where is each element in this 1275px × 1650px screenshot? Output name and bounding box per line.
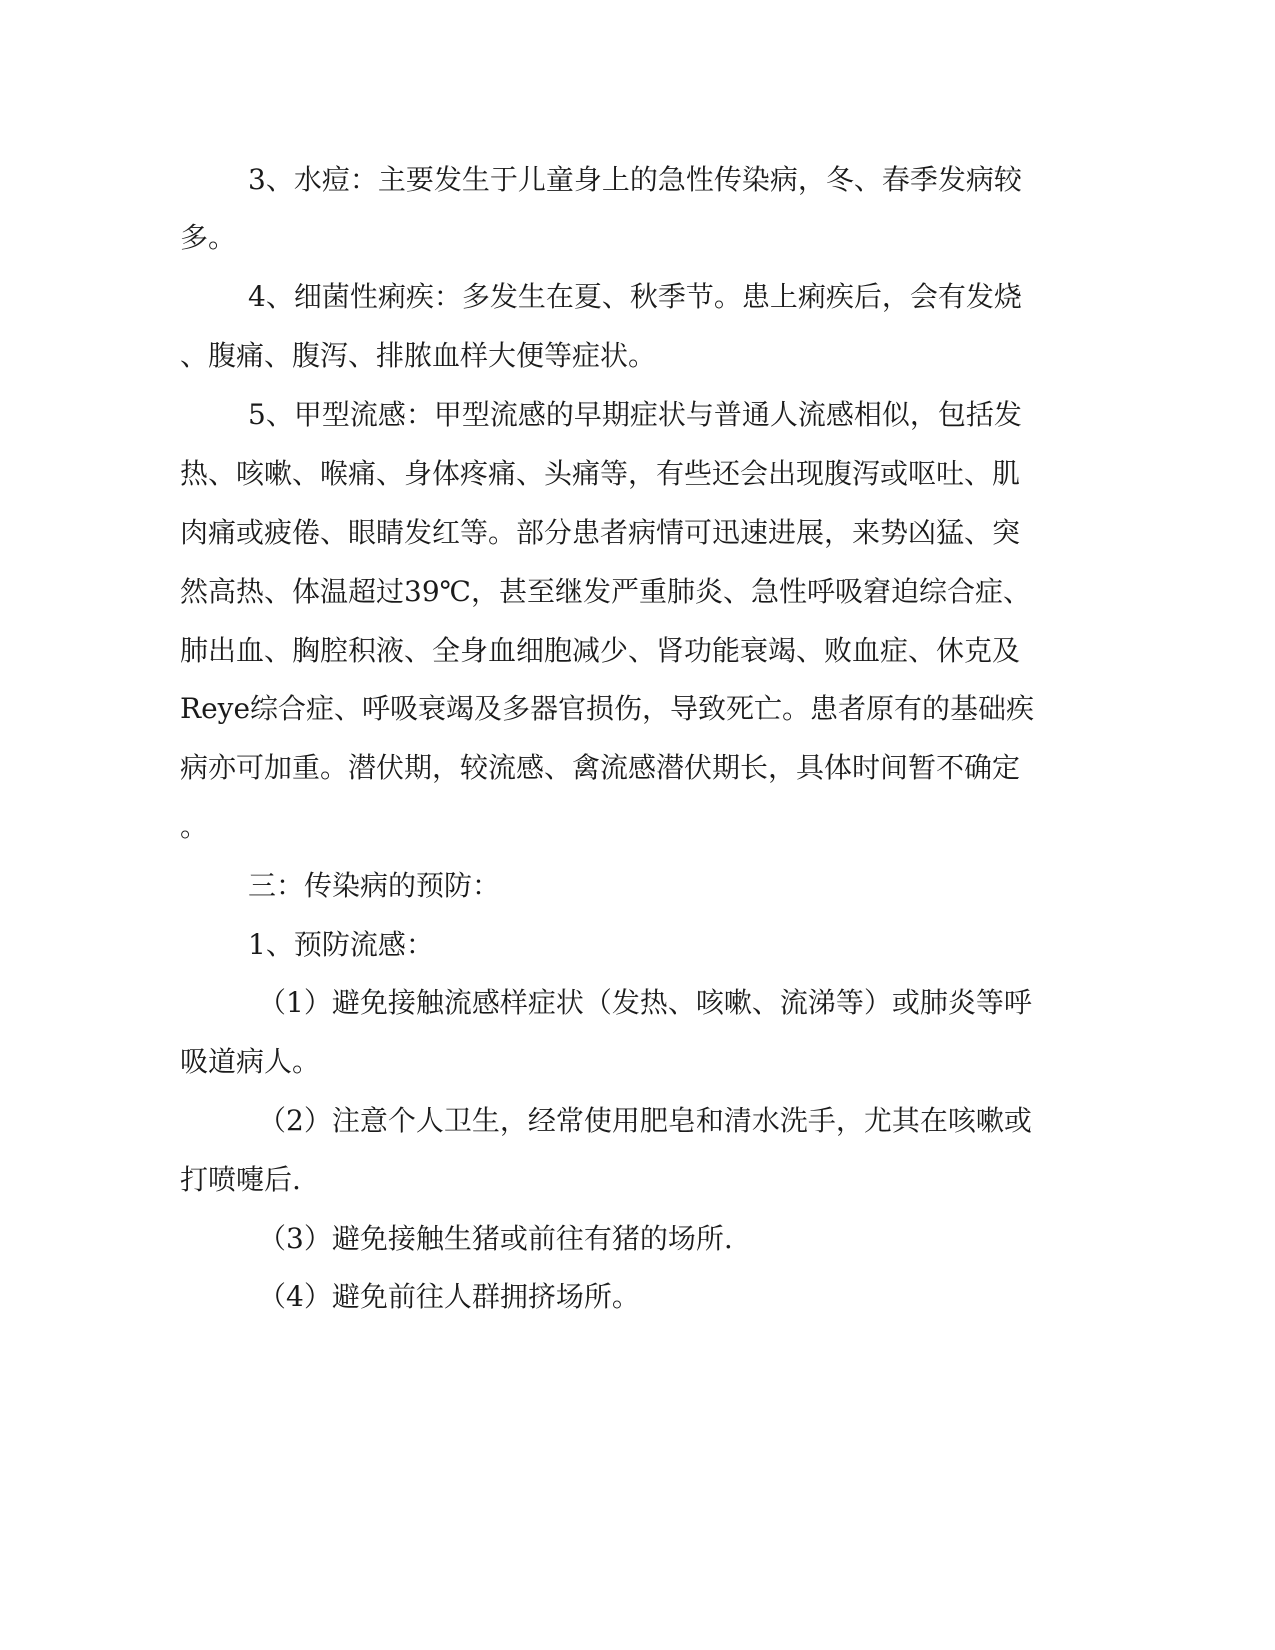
list-item-line: （3）避免接触生猪或前往有猪的场所. xyxy=(258,1222,733,1255)
list-item-line: （4）避免前往人群拥挤场所。 xyxy=(258,1280,640,1313)
subsection-heading: 1、预防流感： xyxy=(248,928,434,961)
list-item-line: 吸道病人。 xyxy=(180,1045,321,1078)
list-item-line: （2）注意个人卫生，经常使用肥皂和清水洗手，尤其在咳嗽或 xyxy=(258,1104,1032,1137)
paragraph-line: 。 xyxy=(180,810,209,843)
paragraph-line: 、腹痛、腹泻、排脓血样大便等症状。 xyxy=(180,339,657,372)
paragraph-line: 3、水痘：主要发生于儿童身上的急性传染病，冬、春季发病较 xyxy=(248,163,1022,196)
section-heading: 三：传染病的预防： xyxy=(248,869,501,902)
paragraph-line: 病亦可加重。潜伏期，较流感、禽流感潜伏期长，具体时间暂不确定 xyxy=(180,751,1021,784)
paragraph-line: 热、咳嗽、喉痛、身体疼痛、头痛等，有些还会出现腹泻或呕吐、肌 xyxy=(180,457,1021,490)
paragraph-line: 多。 xyxy=(180,221,237,254)
paragraph-line: 4、细菌性痢疾：多发生在夏、秋季节。患上痢疾后，会有发烧 xyxy=(248,280,1022,313)
paragraph-line: 然高热、体温超过39℃，甚至继发严重肺炎、急性呼吸窘迫综合症、 xyxy=(180,575,1031,608)
paragraph-line: 肺出血、胸腔积液、全身血细胞减少、肾功能衰竭、败血症、休克及 xyxy=(180,634,1021,667)
list-item-line: （1）避免接触流感样症状（发热、咳嗽、流涕等）或肺炎等呼 xyxy=(258,986,1032,1019)
paragraph-line: 5、甲型流感：甲型流感的早期症状与普通人流感相似，包括发 xyxy=(248,398,1022,431)
paragraph-line: Reye综合症、呼吸衰竭及多器官损伤，导致死亡。患者原有的基础疾 xyxy=(180,692,1035,725)
paragraph-line: 肉痛或疲倦、眼睛发红等。部分患者病情可迅速进展，来势凶猛、突 xyxy=(180,516,1021,549)
list-item-line: 打喷嚏后. xyxy=(180,1163,301,1196)
